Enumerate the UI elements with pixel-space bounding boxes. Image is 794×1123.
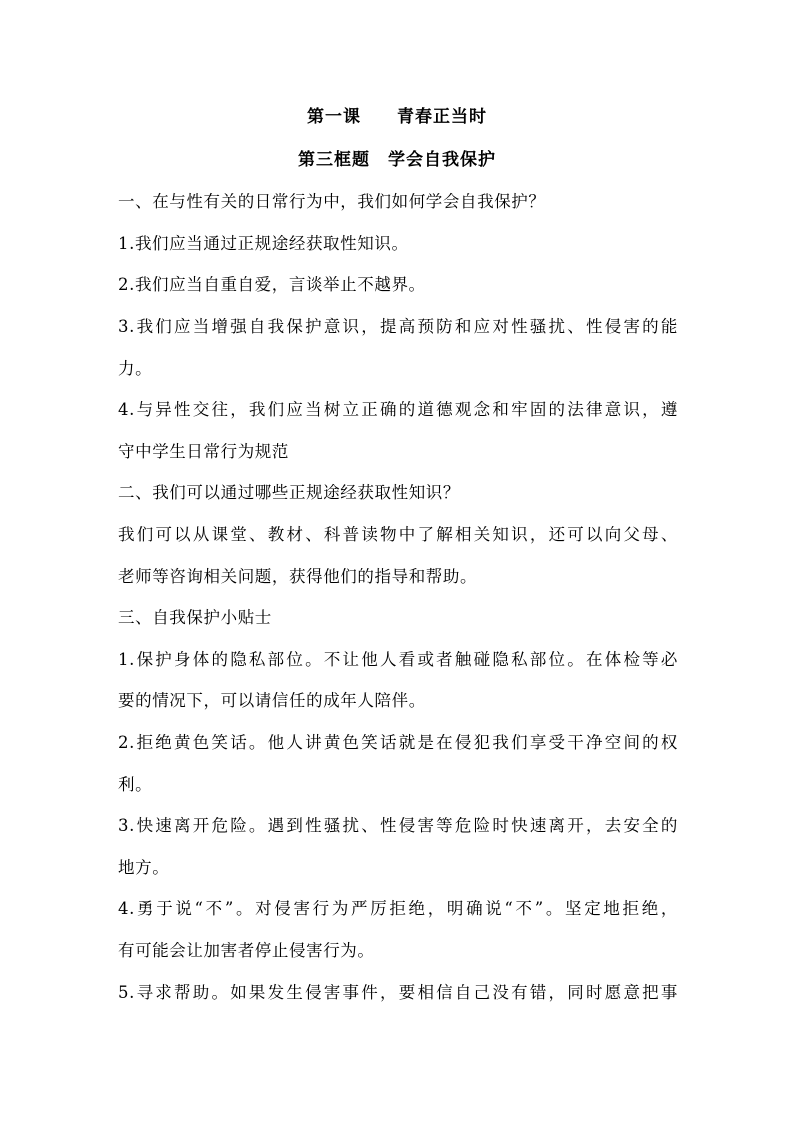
list-item-continuation: 要的情况下，可以请信任的成年人陪伴。 — [118, 691, 426, 710]
list-item: 3.我们应当增强自我保护意识，提高预防和应对性骚扰、性侵害的能 — [118, 317, 678, 336]
lesson-title: 第一课 青春正当时 — [307, 107, 487, 127]
list-item-continuation: 守中学生日常行为规范 — [118, 442, 289, 461]
list-item-continuation: 力。 — [118, 359, 153, 378]
list-item: 4.与异性交往，我们应当树立正确的道德观念和牢固的法律意识，遵 — [118, 400, 678, 419]
paragraph-line: 老师等咨询相关问题，获得他们的指导和帮助。 — [118, 567, 478, 586]
list-item: 2.拒绝黄色笑话。他人讲黄色笑话就是在侵犯我们享受干净空间的权 — [118, 733, 678, 752]
list-item: 2.我们应当自重自爱，言谈举止不越界。 — [118, 275, 426, 294]
paragraph-line: 我们可以从课堂、教材、科普读物中了解相关知识，还可以向父母、 — [118, 525, 678, 544]
list-item-continuation: 利。 — [118, 775, 153, 794]
list-item: 1.保护身体的隐私部位。不让他人看或者触碰隐私部位。在体检等必 — [118, 650, 678, 669]
list-item: 4.勇于说“不”。对侵害行为严厉拒绝，明确说“不”。坚定地拒绝， — [118, 899, 678, 918]
section-title: 第三框题 学会自我保护 — [298, 150, 496, 170]
list-item: 3.快速离开危险。遇到性骚扰、性侵害等危险时快速离开，去安全的 — [118, 816, 678, 835]
list-item-continuation: 地方。 — [118, 858, 170, 877]
list-item: 1.我们应当通过正规途经获取性知识。 — [118, 234, 409, 253]
list-item: 5.寻求帮助。如果发生侵害事件，要相信自己没有错，同时愿意把事 — [118, 983, 678, 1002]
list-item-continuation: 有可能会让加害者停止侵害行为。 — [118, 941, 375, 960]
question-heading-3: 三、自我保护小贴士 — [118, 608, 272, 627]
question-heading-2: 二、我们可以通过哪些正规途经获取性知识？ — [118, 483, 460, 502]
question-heading-1: 一、在与性有关的日常行为中，我们如何学会自我保护？ — [118, 192, 546, 211]
